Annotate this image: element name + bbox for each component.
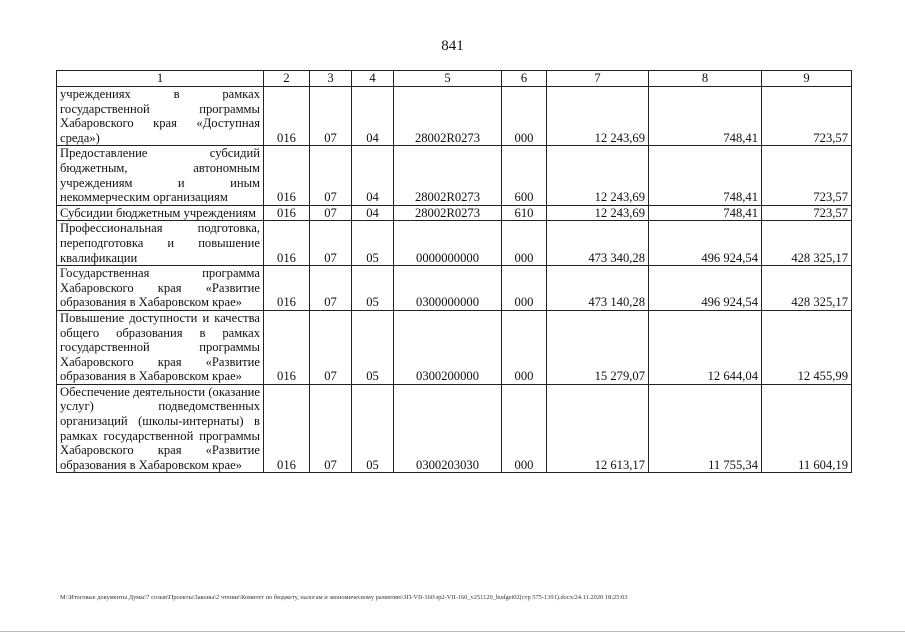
amount-year-3: 12 455,99: [762, 310, 852, 384]
column-header: 6: [502, 71, 547, 87]
row-name: Государственная программа Хабаровского края «Развитие образования в Хабаровском крае»: [57, 266, 264, 311]
table-row: [57, 384, 852, 473]
amount-year-2: 496 924,54: [649, 266, 762, 311]
amount-year-1: 15 279,07: [547, 310, 649, 384]
subsection-code: 05: [352, 384, 394, 473]
expense-type-code: 600: [502, 146, 547, 205]
table-row: [57, 87, 852, 146]
ministry-code: 016: [264, 310, 310, 384]
section-code: 07: [310, 384, 352, 473]
target-article-code: 28002R0273: [394, 87, 502, 146]
amount-year-2: 748,41: [649, 146, 762, 205]
amount-year-2: 11 755,34: [649, 384, 762, 473]
row-name: Профессиональная подготовка, переподготовка и повышение квалификации: [57, 221, 264, 266]
expense-type-code: 000: [502, 266, 547, 311]
target-article-code: 0300200000: [394, 310, 502, 384]
amount-year-2: 496 924,54: [649, 221, 762, 266]
section-code: 07: [310, 221, 352, 266]
row-name: Обеспечение деятельности (оказание услуг) подведомственных организаций (школы-интернаты) в рамках государственной программы Хабаровского края «Развитие образования в Хабаровском крае»: [57, 384, 264, 473]
amount-year-1: 12 243,69: [547, 87, 649, 146]
expense-type-code: 000: [502, 87, 547, 146]
subsection-code: 05: [352, 310, 394, 384]
column-header: 4: [352, 71, 394, 87]
subsection-code: 04: [352, 205, 394, 221]
budget-table: [56, 70, 852, 473]
ministry-code: 016: [264, 146, 310, 205]
amount-year-1: 473 340,28: [547, 221, 649, 266]
amount-year-3: 428 325,17: [762, 221, 852, 266]
subsection-code: 05: [352, 221, 394, 266]
amount-year-3: 723,57: [762, 205, 852, 221]
table-row: [57, 146, 852, 205]
target-article-code: 0000000000: [394, 221, 502, 266]
amount-year-1: 12 243,69: [547, 146, 649, 205]
column-number-row: [57, 71, 852, 87]
amount-year-1: 12 243,69: [547, 205, 649, 221]
amount-year-1: 473 140,28: [547, 266, 649, 311]
expense-type-code: 000: [502, 310, 547, 384]
column-header: 1: [57, 71, 264, 87]
target-article-code: 0300203030: [394, 384, 502, 473]
ministry-code: 016: [264, 384, 310, 473]
document-path-footer: M:\Итоговые документы Думы\7 созыв\Проекты\Законы\2 чтение\Комитет по бюджету, налогам и экономическому развитию\ЗП-VII-160\зр2-VII-160_v251120_budget02(стр 575-1391).docx/24.11.2020 18:25:03: [60, 594, 628, 601]
row-name: Предоставление субсидий бюджетным, автономным учреждениям и иным некоммерческим организациям: [57, 146, 264, 205]
ministry-code: 016: [264, 87, 310, 146]
expense-type-code: 000: [502, 221, 547, 266]
target-article-code: 28002R0273: [394, 146, 502, 205]
amount-year-2: 748,41: [649, 87, 762, 146]
column-header: 2: [264, 71, 310, 87]
amount-year-3: 11 604,19: [762, 384, 852, 473]
amount-year-3: 723,57: [762, 87, 852, 146]
ministry-code: 016: [264, 266, 310, 311]
subsection-code: 05: [352, 266, 394, 311]
table-row: [57, 205, 852, 221]
column-header: 9: [762, 71, 852, 87]
section-code: 07: [310, 146, 352, 205]
section-code: 07: [310, 205, 352, 221]
column-header: 8: [649, 71, 762, 87]
column-header: 3: [310, 71, 352, 87]
table-row: [57, 310, 852, 384]
ministry-code: 016: [264, 221, 310, 266]
subsection-code: 04: [352, 87, 394, 146]
amount-year-3: 428 325,17: [762, 266, 852, 311]
row-name: Повышение доступности и качества общего образования в рамках государственной программы Хабаровского края «Развитие образования в Хабаровском крае»: [57, 310, 264, 384]
target-article-code: 0300000000: [394, 266, 502, 311]
target-article-code: 28002R0273: [394, 205, 502, 221]
section-code: 07: [310, 266, 352, 311]
amount-year-2: 12 644,04: [649, 310, 762, 384]
page-edge-divider: [0, 631, 905, 632]
column-header: 5: [394, 71, 502, 87]
row-name: Субсидии бюджетным учреждениям: [57, 205, 264, 221]
section-code: 07: [310, 310, 352, 384]
page-number: 841: [441, 38, 464, 54]
expense-type-code: 000: [502, 384, 547, 473]
subsection-code: 04: [352, 146, 394, 205]
table-row: [57, 266, 852, 311]
row-name: учреждениях в рамках государственной программы Хабаровского края «Доступная среда»): [57, 87, 264, 146]
table-row: [57, 221, 852, 266]
column-header: 7: [547, 71, 649, 87]
ministry-code: 016: [264, 205, 310, 221]
amount-year-3: 723,57: [762, 146, 852, 205]
section-code: 07: [310, 87, 352, 146]
amount-year-1: 12 613,17: [547, 384, 649, 473]
expense-type-code: 610: [502, 205, 547, 221]
amount-year-2: 748,41: [649, 205, 762, 221]
